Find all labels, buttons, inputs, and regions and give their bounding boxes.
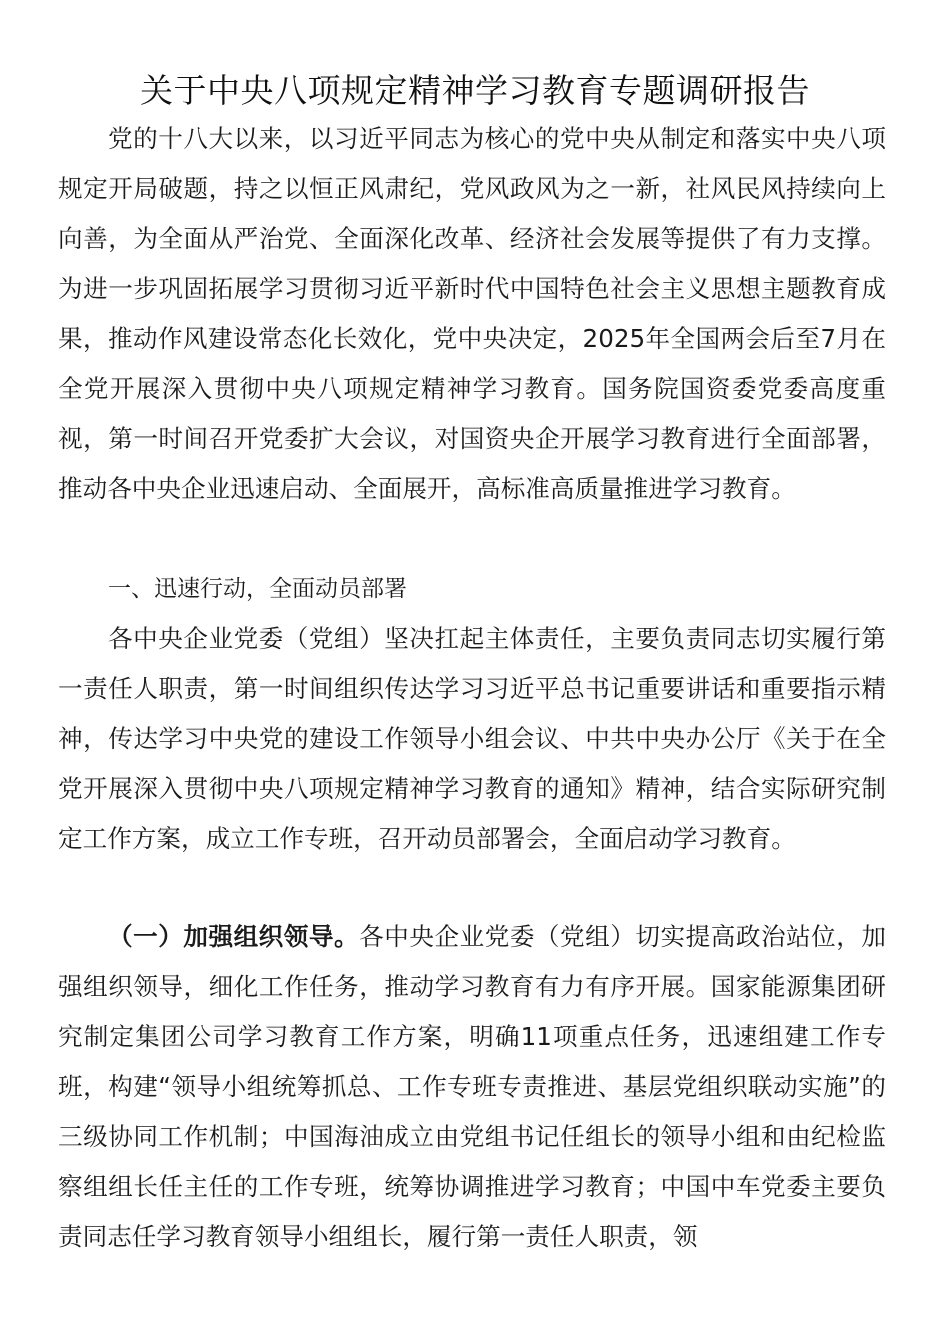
section-heading-1: 一、迅速行动，全面动员部署 — [108, 576, 407, 602]
document-title: 关于中央八项规定精神学习教育专题调研报告 — [140, 71, 810, 110]
paragraph-section-1: 各中央企业党委（党组）坚决扛起主体责任，主要负责同志切实履行第一责任人职责，第一时间组织传达学习习近平总书记重要讲话和重要指示精神，传达学习中央党的建设工作领导小组会议、中共中央办公厅《关于在全党开展深入贯彻中央八项规定精神学习教育的通知》精神，结合实际研究制定工作方案，成立工作专班，召开动员部署会，全面启动学习教育。 — [58, 624, 886, 853]
subsection-lead: （一）加强组织领导。 — [108, 922, 360, 951]
paragraph-intro: 党的十八大以来，以习近平同志为核心的党中央从制定和落实中央八项规定开局破题，持之以恒正风肃纪，党风政风为之一新，社风民风持续向上向善，为全面从严治党、全面深化改革、经济社会发展等提供了有力支撑。为进一步巩固拓展学习贯彻习近平新时代中国特色社会主义思想主题教育成果，推动作风建设常态化长效化，党中央决定，2025年全国两会后至7月在全党开展深入贯彻中央八项规定精神学习教育。国务院国资委党委高度重视，第一时间召开党委扩大会议，对国资央企开展学习教育进行全面部署，推动各中央企业迅速启动、全面展开，高标准高质量推进学习教育。 — [58, 124, 886, 503]
paragraph-subsection-1 — [58, 912, 886, 1262]
subsection-text: 各中央企业党委（党组）切实提高政治站位，加强组织领导，细化工作任务，推动学习教育有力有序开展。国家能源集团研究制定集团公司学习教育工作方案，明确11项重点任务，迅速组建工作专班，构建“领导小组统筹抓总、工作专班专责推进、基层党组织联动实施”的三级协同工作机制；中国海油成立由党组书记任组长的领导小组和由纪检监察组组长任主任的工作专班，统筹协调推进学习教育；中国中车党委主要负责同志任学习教育领导小组组长，履行第一责任人职责，领 — [58, 922, 886, 1251]
